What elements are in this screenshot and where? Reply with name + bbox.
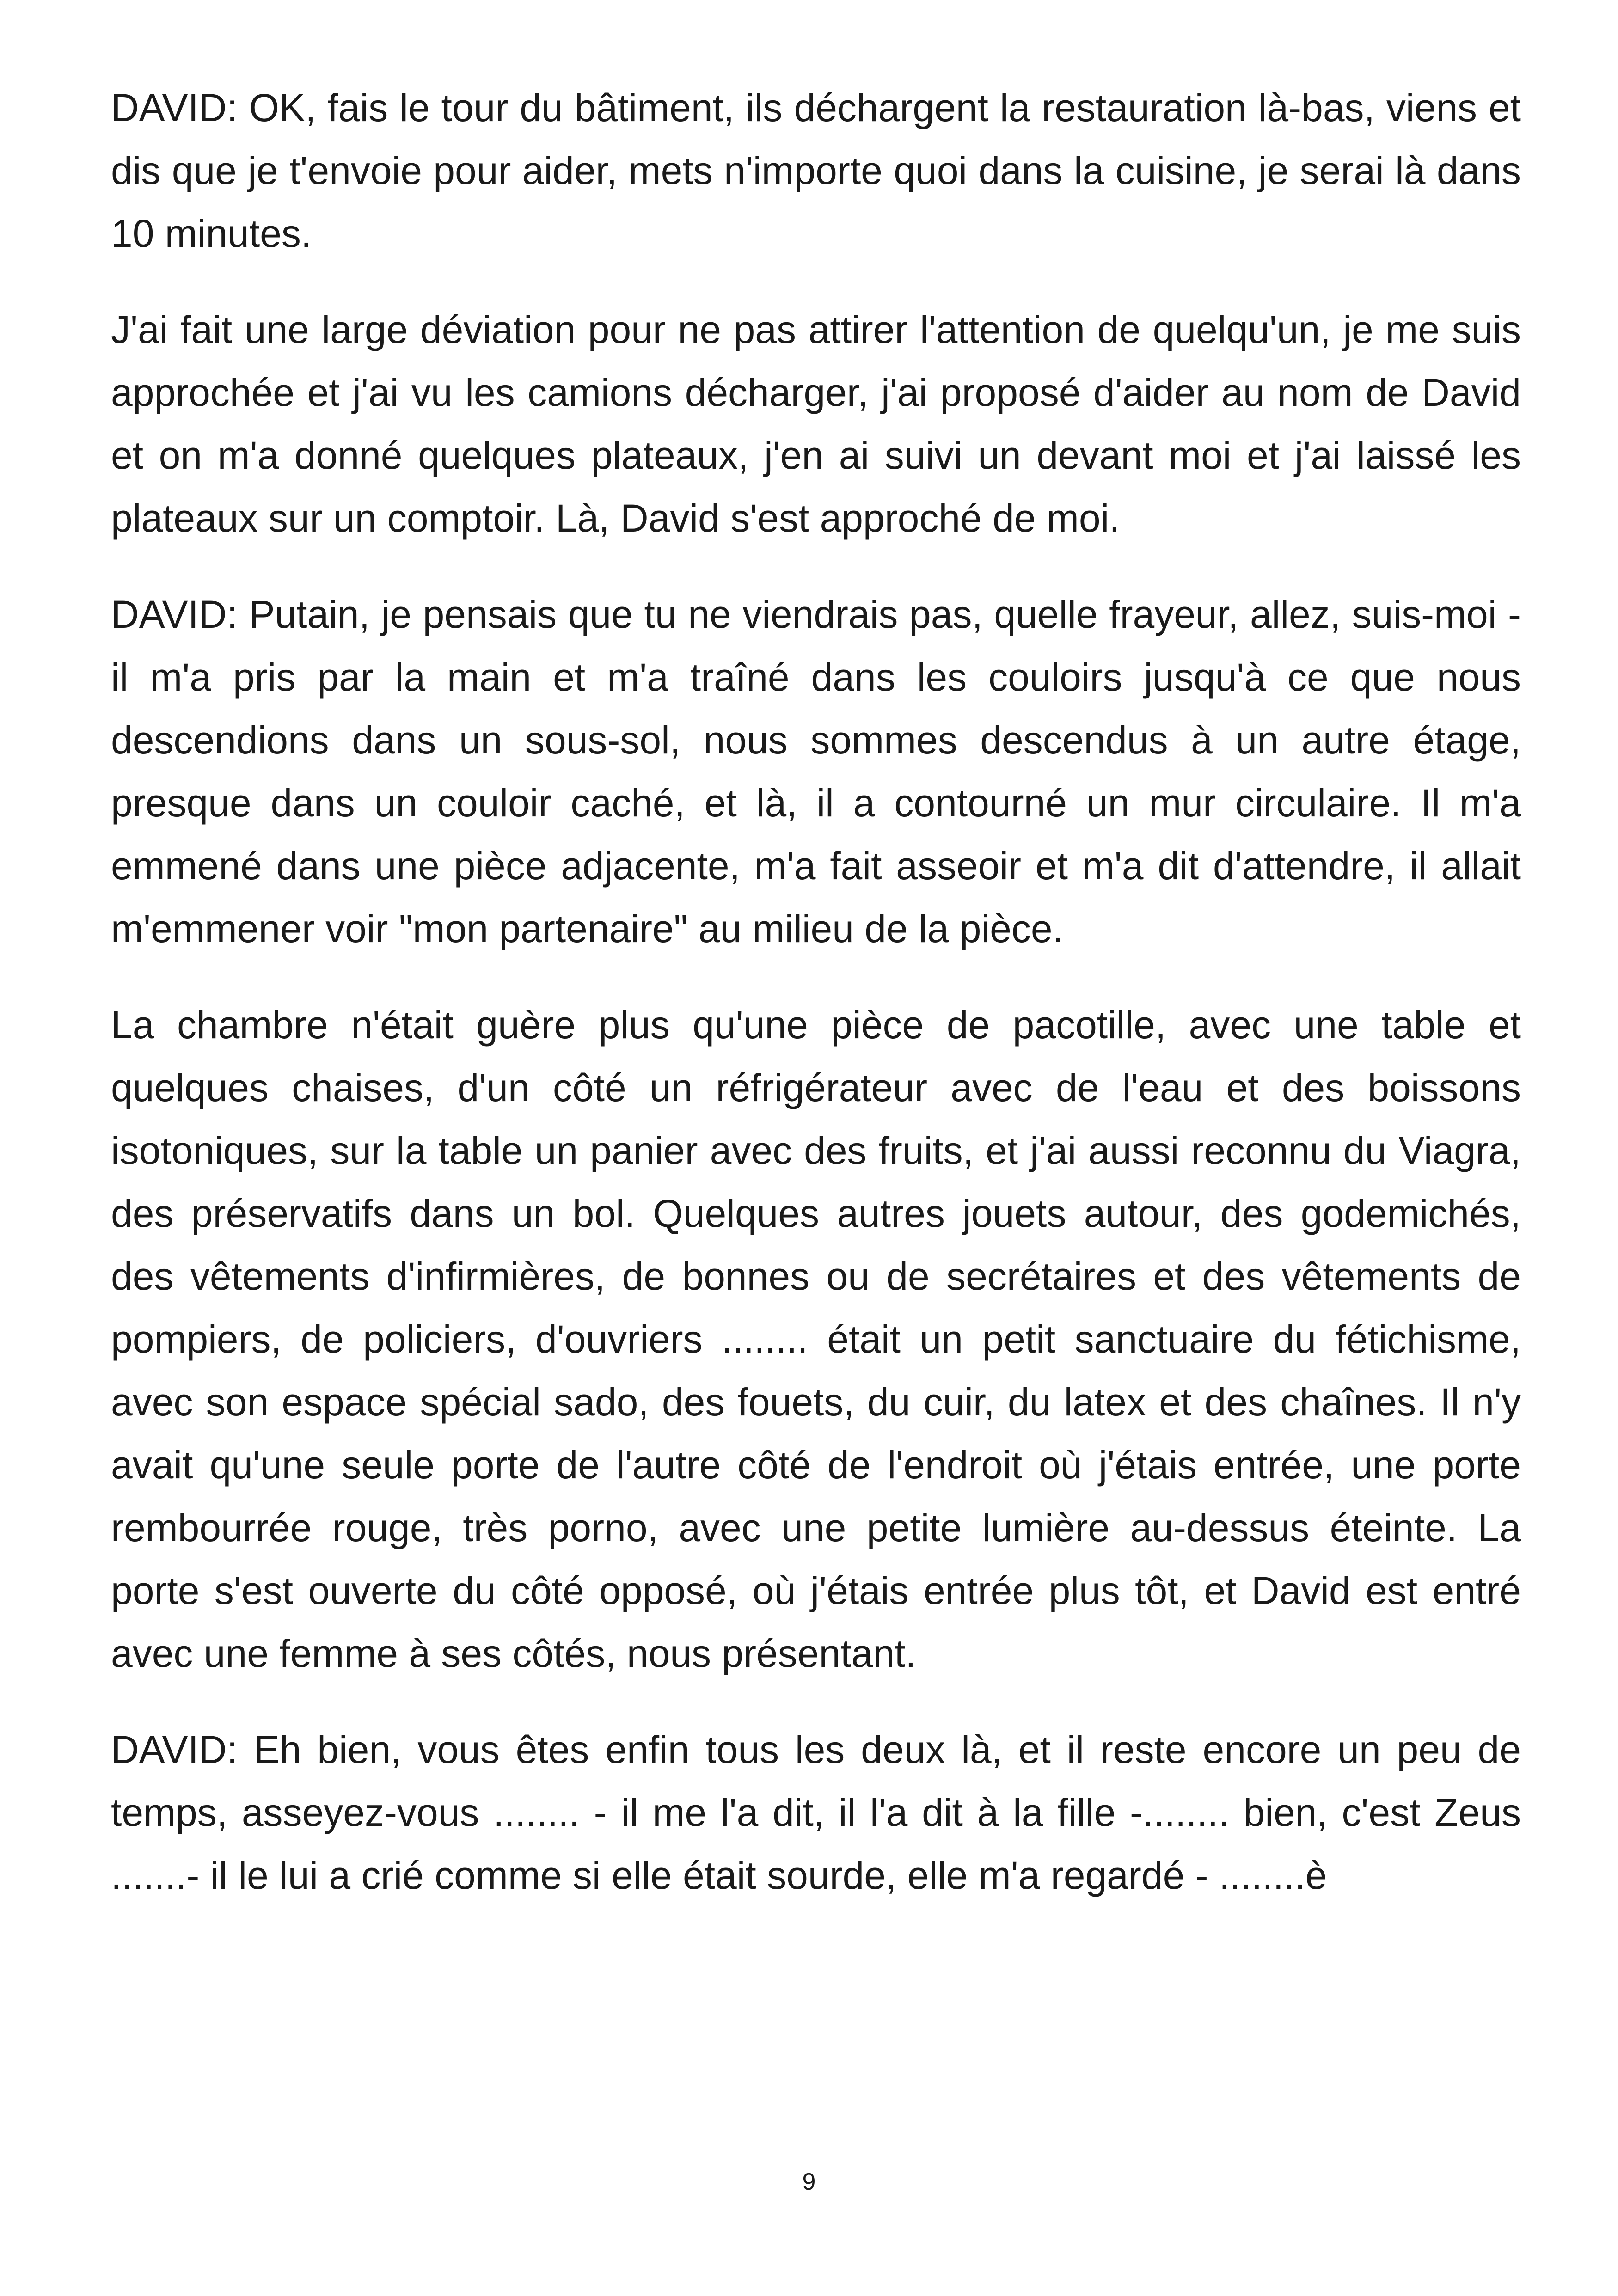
paragraph-2: J'ai fait une large déviation pour ne pas attirer l'attention de quelqu'un, je me suis approchée et j'ai vu les camions décharger, j'ai proposé d'aider au nom de David et on m'a donné quelques plateaux, j'en ai suivi un devant moi et j'ai laissé les plateaux sur un comptoir. Là, David s'est approché de moi.: [111, 308, 1521, 540]
page-number: 9: [802, 2168, 816, 2195]
paragraph-1: DAVID: OK, fais le tour du bâtiment, ils déchargent la restauration là-bas, viens et dis que je t'envoie pour aider, mets n'importe quoi dans la cuisine, je serai là dans 10 minutes.: [111, 86, 1521, 255]
paragraph-4: La chambre n'était guère plus qu'une pièce de pacotille, avec une table et quelques chaises, d'un côté un réfrigérateur avec de l'eau et des boissons isotoniques, sur la table un panier avec des fruits, et j'ai aussi reconnu du Viagra, des préservatifs dans un bol. Quelques autres jouets autour, des godemichés, des vêtements d'infirmières, de bonnes ou de secrétaires et des vêtements de pompiers, de policiers, d'ouvriers ........ était un petit sanctuaire du fétichisme, avec son espace spécial sado, des fouets, du cuir, du latex et des chaînes. Il n'y avait qu'une seule porte de l'autre côté de l'endroit où j'étais entrée, une porte rembourrée rouge, très porno, avec une petite lumière au-dessus éteinte. La porte s'est ouverte du côté opposé, où j'étais entrée plus tôt, et David est entré avec une femme à ses côtés, nous présentant.: [111, 1003, 1521, 1675]
document-body: [111, 76, 1521, 1940]
paragraph-3: DAVID: Putain, je pensais que tu ne viendrais pas, quelle frayeur, allez, suis-moi - il m'a pris par la main et m'a traîné dans les couloirs jusqu'à ce que nous descendions dans un sous-sol, nous sommes descendus à un autre étage, presque dans un couloir caché, et là, il a contourné un mur circulaire. Il m'a emmené dans une pièce adjacente, m'a fait asseoir et m'a dit d'attendre, il allait m'emmener voir "mon partenaire" au milieu de la pièce.: [111, 593, 1521, 950]
paragraph-5: DAVID: Eh bien, vous êtes enfin tous les deux là, et il reste encore un peu de temps, asseyez-vous ........ - il me l'a dit, il l'a dit à la fille -........ bien, c'est Zeus .......- il le lui a crié comme si elle était sourde, elle m'a regardé - ........è: [111, 1728, 1521, 1897]
